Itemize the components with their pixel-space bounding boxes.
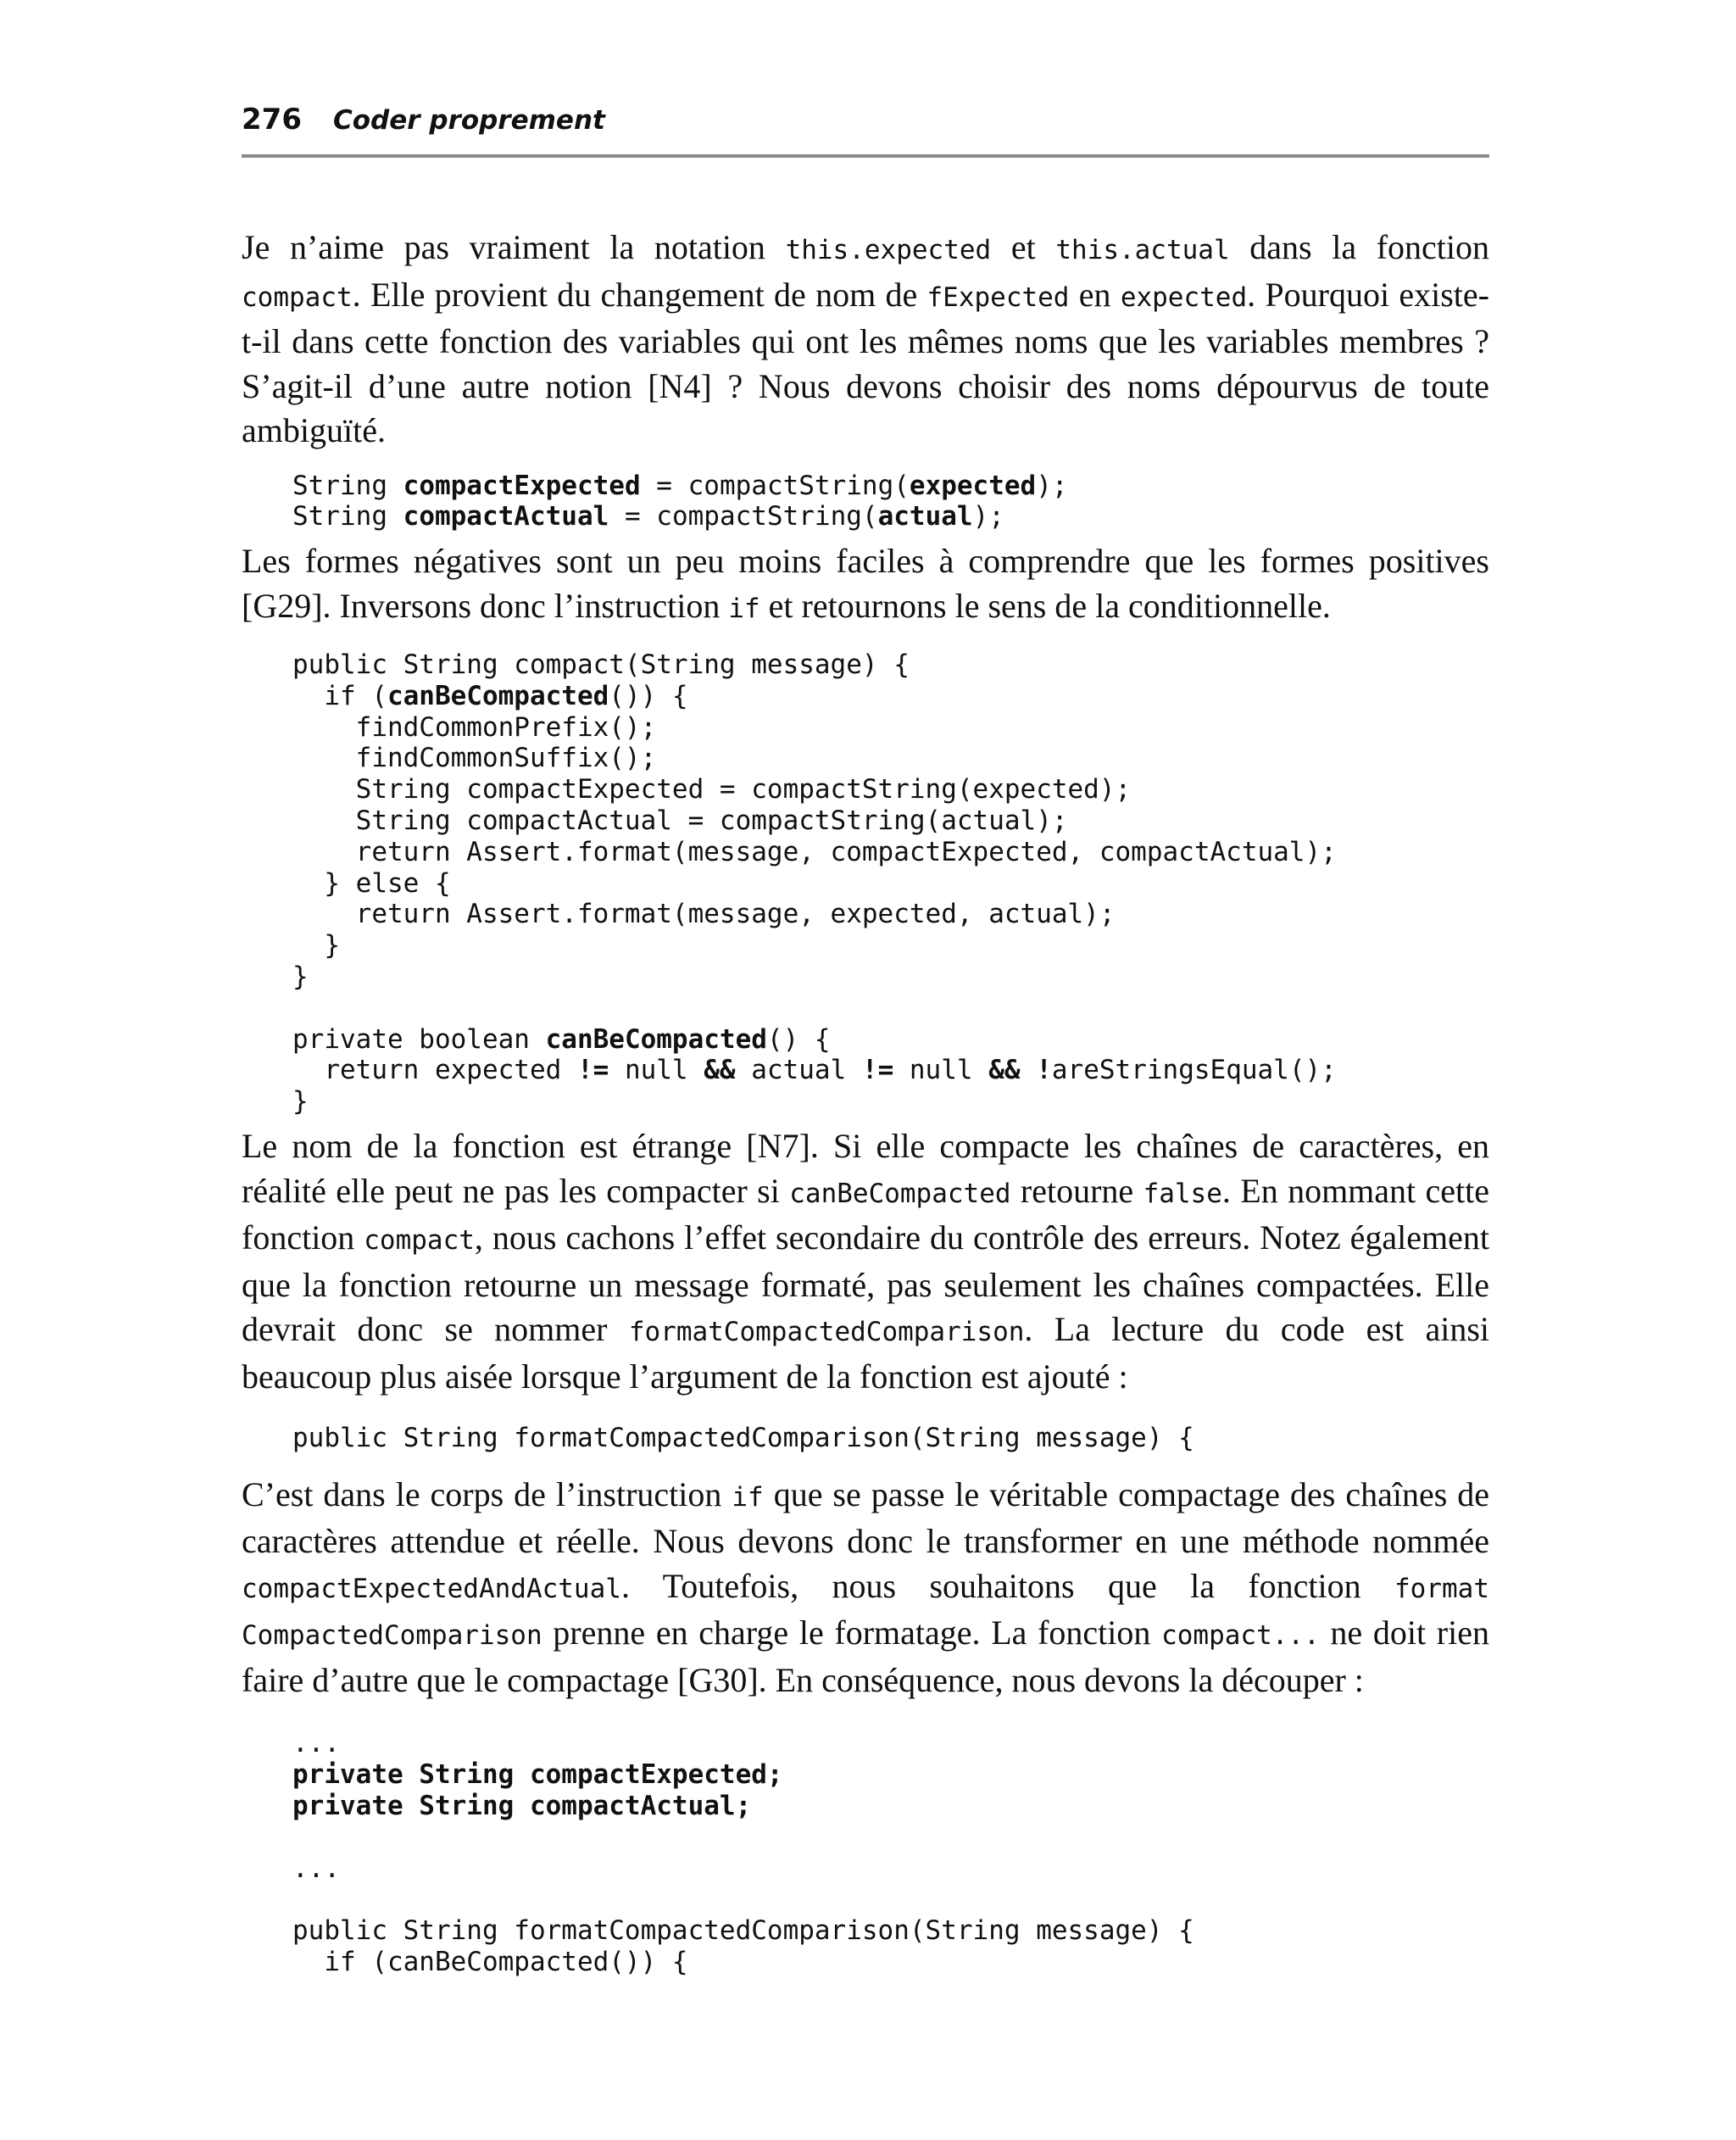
inline-code: this.actual xyxy=(1055,235,1230,265)
inline-code: false xyxy=(1143,1178,1222,1209)
running-header xyxy=(242,102,1489,158)
inline-code: compact... xyxy=(1161,1620,1320,1652)
code-line: } else { xyxy=(292,867,451,899)
code-line: if (canBeCompacted()) { xyxy=(292,680,688,711)
code-line: } xyxy=(292,1086,309,1117)
code-line: } xyxy=(292,930,340,961)
code-line: private String compactActual; xyxy=(292,1790,752,1821)
inline-code: compact xyxy=(242,281,353,313)
code-line: String compactExpected = compactString(expected); xyxy=(292,470,1068,501)
code-line: findCommonPrefix(); xyxy=(292,711,657,743)
code-line: public String formatCompactedComparison(String message) { xyxy=(292,1423,1194,1454)
inline-code: this.expected xyxy=(785,235,992,265)
inline-code: compact xyxy=(364,1225,475,1257)
paragraph-1: Je n’aime pas vraiment la notation this.expected et this.actual dans la fonction compact. Elle provient du changement de nom de fExpected en expected. Pourquoi existe-t-il dans cette fonction des variables qui ont les mêmes noms que les variables membres ? S’agit-il d’une autre notion [N4] ? Nous devons choisir des noms dépourvus de toute ambiguïté. xyxy=(242,228,1489,449)
code-line: return Assert.format(message, expected, actual); xyxy=(292,899,1116,930)
code-line: String compactActual = compactString(actual); xyxy=(292,805,1068,837)
inline-code: canBeCompacted xyxy=(789,1178,1011,1209)
code-line: public String compact(String message) { xyxy=(292,649,910,681)
code-line: } xyxy=(292,961,309,993)
paragraph-3: Le nom de la fonction est étrange [N7]. Si elle compacte les chaînes de caractères, en réalité elle peut ne pas les compacter si canBeCompacted retourne false. En nommant cette fonction compact, nous cachons l’effet secondaire du contrôle des erreurs. Notez également que la fonction retourne un message formaté, pas seulement les chaînes compactées. Elle devrait donc se nommer formatCompactedComparison. La lecture du code est ainsi beaucoup plus aisée lorsque l’argument de la fonction est ajouté : xyxy=(242,1127,1490,1396)
code-block-1 xyxy=(242,471,1489,533)
inline-code: fExpected xyxy=(926,281,1070,313)
code-line: if (canBeCompacted()) { xyxy=(292,1946,688,1977)
code-line: public String formatCompactedComparison(String message) { xyxy=(292,1915,1194,1947)
code-line: findCommonSuffix(); xyxy=(292,743,657,774)
book-title: Coder proprement xyxy=(333,105,605,136)
code-line: private boolean canBeCompacted() { xyxy=(292,1023,831,1055)
inline-code: formatCompactedComparison xyxy=(628,1317,1025,1348)
paragraph-4: C’est dans le corps de l’instruction if que se passe le véritable compactage des chaînes de caractères attendue et réelle. Nous devons donc le transformer en une méthode nommée compactExpectedAndActual. Toutefois, nous souhaitons que la fonction format CompactedComparison prenne en charge le formatage. La fonction compact... ne doit rien faire d’autre que le compactage [G30]. En conséquence, nous devons la découper : xyxy=(242,1474,1489,1699)
code-block-2 xyxy=(242,649,1489,1117)
code-line: ... xyxy=(292,1853,340,1884)
inline-code: if xyxy=(732,1481,764,1513)
code-line: ... xyxy=(292,1728,340,1759)
page-number: 276 xyxy=(242,103,302,137)
code-block-3 xyxy=(242,1423,1489,1454)
code-line: return expected != null && actual != null && !areStringsEqual(); xyxy=(292,1055,1337,1086)
page-body xyxy=(242,226,1489,1978)
inline-code: expected xyxy=(1120,281,1248,313)
code-line: private String compactExpected; xyxy=(292,1759,783,1791)
inline-code: format CompactedComparison xyxy=(242,1573,1489,1652)
code-block-4 xyxy=(242,1728,1489,1977)
code-line: return Assert.format(message, compactExpected, compactActual); xyxy=(292,836,1337,867)
inline-code: if xyxy=(728,593,760,624)
paragraph-2: Les formes négatives sont un peu moins faciles à comprendre que les formes positives [G29]. Inversons donc l’instruction if et retournons le sens de la conditionnelle. xyxy=(242,542,1489,625)
code-line: String compactExpected = compactString(expected); xyxy=(292,774,1132,805)
code-line: String compactActual = compactString(actual); xyxy=(292,501,1004,532)
inline-code: compactExpectedAndActual xyxy=(242,1573,621,1604)
